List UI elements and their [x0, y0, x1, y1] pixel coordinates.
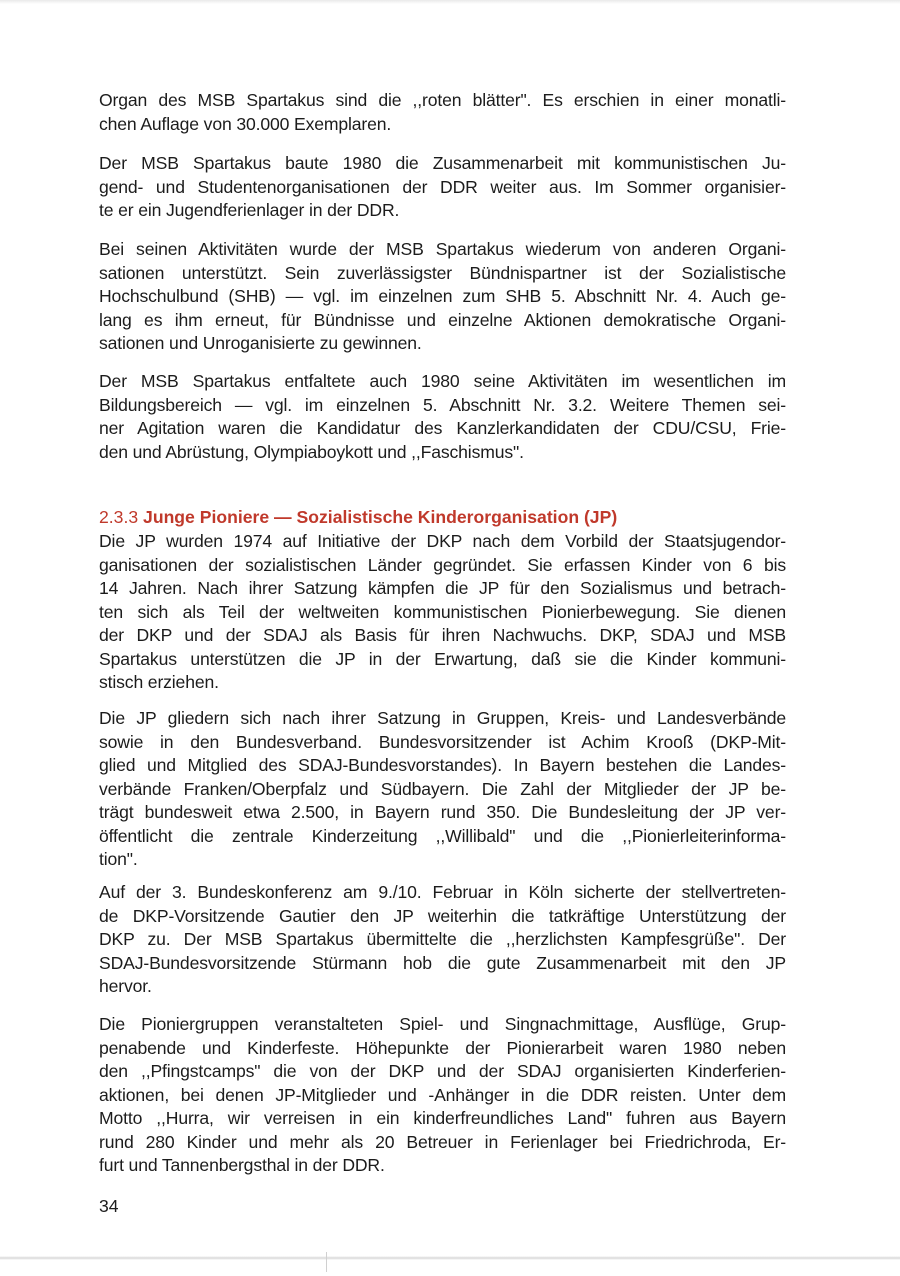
text-line: Die Pioniergruppen veranstalteten Spiel- und Singnachmittage, Ausflüge, Grup- — [99, 1014, 786, 1034]
text-line: penabende und Kinderfeste. Höhepunkte der Pionierarbeit waren 1980 neben — [99, 1037, 786, 1058]
text-line: sowie in den Bundesverband. Bundesvorsitzender ist Achim Krooß (DKP-Mit- — [99, 731, 786, 752]
text-line: stisch erziehen. — [99, 672, 219, 692]
paragraph-text — [99, 152, 786, 223]
paragraph-text — [99, 1013, 786, 1178]
section-heading — [99, 506, 799, 530]
text-line: Bei seinen Aktivitäten wurde der MSB Spartakus wiederum von anderen Organi- — [99, 239, 786, 259]
text-line: rund 280 Kinder und mehr als 20 Betreuer in Ferienlager bei Friedrichroda, Er- — [99, 1131, 786, 1152]
text-line: ten sich als Teil der weltweiten kommunistischen Pionierbewegung. Sie dienen — [99, 601, 786, 622]
text-line: gend- und Studentenorganisationen der DDR weiter aus. Im Sommer organisier- — [99, 176, 786, 197]
section-paragraph-3 — [99, 881, 786, 999]
text-line: verbände Franken/Oberpfalz und Südbayern. Die Zahl der Mitglieder der JP be- — [99, 778, 786, 799]
text-line: Hochschulbund (SHB) — vgl. im einzelnen zum SHB 5. Abschnitt Nr. 4. Auch ge- — [99, 286, 786, 306]
text-line: Der MSB Spartakus entfaltete auch 1980 seine Aktivitäten im wesentlichen im — [99, 371, 786, 391]
text-line: den ,,Pfingstcamps" die von der DKP und der SDAJ organisierten Kinderferien- — [99, 1061, 786, 1081]
text-line: ner Agitation waren die Kandidatur des Kanzlerkandidaten der CDU/CSU, Frie- — [99, 418, 786, 438]
text-line: SDAJ-Bundesvorsitzende Stürmann hob die gute Zusammenarbeit mit den JP — [99, 952, 786, 973]
text-line: glied und Mitglied des SDAJ-Bundesvorstandes). In Bayern bestehen die Landes- — [99, 755, 786, 775]
paragraph-1 — [99, 89, 786, 136]
paragraph-text — [99, 707, 786, 872]
section-paragraph-2 — [99, 707, 786, 872]
section-paragraph-1 — [99, 530, 786, 695]
text-line: te er ein Jugendferienlager in der DDR. — [99, 200, 400, 220]
text-line: sationen und Unroganisierte zu gewinnen. — [99, 333, 422, 353]
text-line: Die JP gliedern sich nach ihrer Satzung in Gruppen, Kreis- und Landesverbände — [99, 708, 786, 728]
text-line: ganisationen der sozialistischen Länder gegründet. Sie erfassen Kinder von 6 bis — [99, 554, 786, 575]
text-line: sationen unterstützt. Sein zuverlässigster Bündnispartner ist der Sozialistische — [99, 262, 786, 283]
text-line: Motto ,,Hurra, wir verreisen in ein kinderfreundliches Land" fuhren aus Bayern — [99, 1108, 786, 1128]
text-line: 14 Jahren. Nach ihrer Satzung kämpfen die JP für den Sozialismus und betrach- — [99, 578, 786, 598]
scan-tick-mark — [326, 1252, 327, 1272]
scan-edge-bottom — [0, 1256, 900, 1260]
text-line: den und Abrüstung, Olympiaboykott und ,,Faschismus". — [99, 441, 524, 462]
text-line: aktionen, bei denen JP-Mitglieder und -Anhänger in die DDR reisten. Unter dem — [99, 1084, 786, 1105]
text-line: Auf der 3. Bundeskonferenz am 9./10. Februar in Köln sicherte der stellvertreten- — [99, 882, 786, 902]
text-line: DKP zu. Der MSB Spartakus übermittelte die ,,herzlichsten Kampfesgrüße". Der — [99, 929, 786, 949]
text-line: trägt bundesweit etwa 2.500, in Bayern rund 350. Die Bundesleitung der JP ver- — [99, 802, 786, 822]
paragraph-2 — [99, 152, 786, 223]
section-paragraph-4 — [99, 1013, 786, 1178]
paragraph-text — [99, 530, 786, 695]
text-line: Bildungsbereich — vgl. im einzelnen 5. Abschnitt Nr. 3.2. Weitere Themen sei- — [99, 394, 786, 415]
paragraph-4 — [99, 370, 786, 464]
scan-edge-top — [0, 0, 900, 4]
text-line: öffentlicht die zentrale Kinderzeitung ,,Willibald" und die ,,Pionierleiterinforma- — [99, 825, 786, 846]
page-number: 34 — [99, 1196, 119, 1216]
text-line: Der MSB Spartakus baute 1980 die Zusammenarbeit mit kommunistischen Ju- — [99, 153, 786, 173]
section-title: Junge Pioniere — Sozialistische Kinderorganisation (JP) — [143, 507, 618, 527]
text-line: chen Auflage von 30.000 Exemplaren. — [99, 113, 392, 134]
text-line: furt und Tannenbergsthal in der DDR. — [99, 1155, 385, 1175]
text-line: Spartakus unterstützen die JP in der Erwartung, daß sie die Kinder kommuni- — [99, 648, 786, 669]
paragraph-text — [99, 89, 786, 136]
paragraph-3 — [99, 238, 786, 356]
text-line: Die JP wurden 1974 auf Initiative der DKP nach dem Vorbild der Staatsjugendor- — [99, 531, 786, 551]
text-line: de DKP-Vorsitzende Gautier den JP weiterhin die tatkräftige Unterstützung der — [99, 905, 786, 926]
section-number: 2.3.3 — [99, 507, 139, 527]
paragraph-text — [99, 370, 786, 464]
paragraph-text — [99, 238, 786, 356]
text-line: der DKP und der SDAJ als Basis für ihren Nachwuchs. DKP, SDAJ und MSB — [99, 625, 786, 645]
text-line: lang es ihm erneut, für Bündnisse und einzelne Aktionen demokratische Organi- — [99, 309, 786, 330]
paragraph-text — [99, 881, 786, 999]
text-line: Organ des MSB Spartakus sind die ,,roten blätter". Es erschien in einer monatli- — [99, 90, 786, 110]
text-line: hervor. — [99, 976, 152, 996]
text-line: tion". — [99, 849, 138, 869]
